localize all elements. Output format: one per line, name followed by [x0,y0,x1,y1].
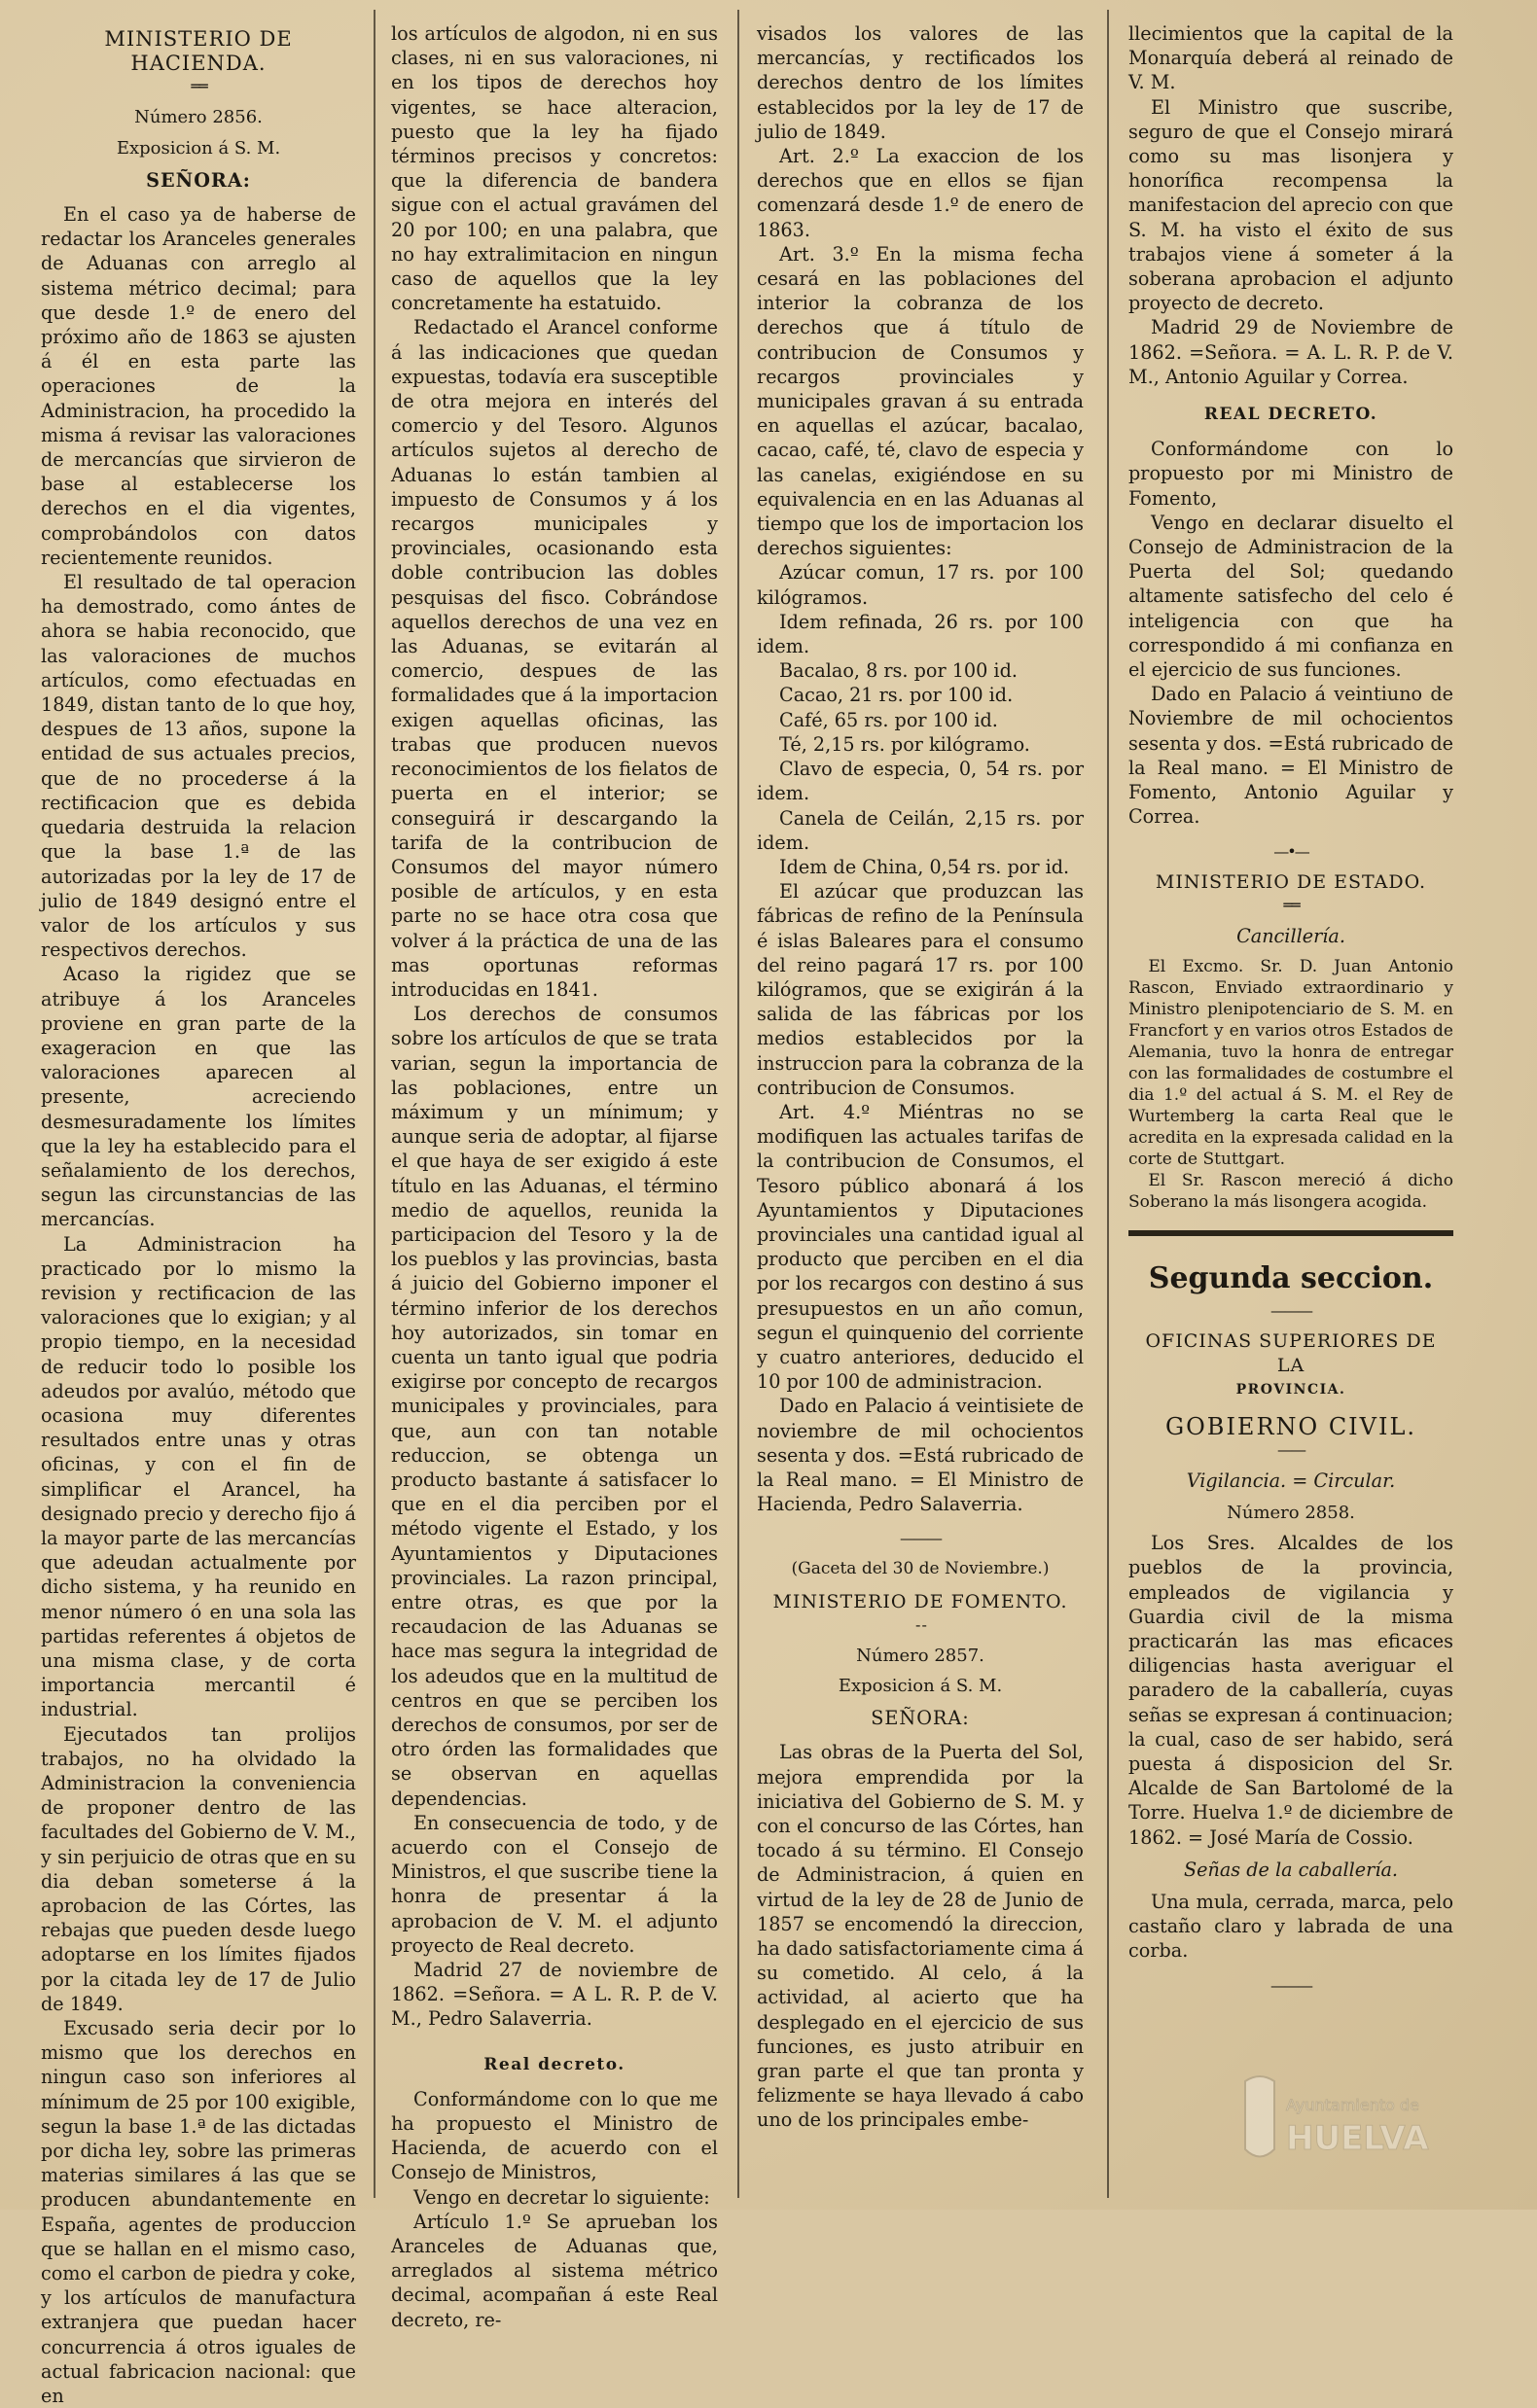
gobierno-civil-heading: GOBIERNO CIVIL. [1164,1412,1417,1440]
separator: ——— [900,1529,941,1548]
separator: —•— [1273,841,1308,861]
paragraph: El Ministro que suscribe, seguro de que el Consejo mirará como su mas lisonjera y honorífica recompensa la manifestacion del aprecio con que S. M. ha visto el éxito de sus trabajos viene á someter á la soberana aprobacion el adjunto proyecto de decreto. [1128,95,1453,315]
archive-watermark-logo [1235,2072,1449,2198]
paragraph: Dado en Palacio á veintisiete de noviembre de mil ochocientos sesenta y dos. =Está rubricado de la Real mano. = El Ministro de Hacienda, Pedro Salaverria. [757,1395,1084,1516]
tariff-line: Azúcar comun, 17 rs. por 100 kilógramos. [757,561,1084,609]
section-subheading: Señas de la caballería. [1183,1858,1399,1881]
paragraph: El Excmo. Sr. D. Juan Antonio Rascon, Enviado extraordinario y Ministro plenipotenciario de S. M. en Francfort y en varios otros Estados de Alemania, tuvo la honra de entregar con las formalidades de costumbre el dia 1.º del actual á S. M. el Rey de Wurtemberg la carta Real que le acredita en la expresada calidad en la corte de Stuttgart. [1128,956,1453,1169]
paragraph: Art. 2.º La exaccion de los derechos que en ellos se fijan comenzará desde 1.º de enero de 1863. [757,145,1084,241]
paragraph: En el caso ya de haberse de redactar los Aranceles generales de Aduanas con arreglo al sistema métrico decimal; para que desde 1.º de enero del próximo año de 1863 se ajusten á él en esta parte las operaciones de la Administracion, ha procedido la misma á revisar las valoraciones de mercancías que sirvieron de base al establecerse los derechos en el dia vigentes, comprobándolos con datos recientemente reunidos. [41,203,356,569]
tariff-line: Café, 65 rs. por 100 id. [779,708,998,731]
offices-heading: OFICINAS SUPERIORES DE LA [1145,1329,1437,1377]
separator: ——— [1270,1975,1311,1995]
paragraph: llecimientos que la capital de la Monarquía deberá al reinado de V. M. [1128,22,1453,94]
paragraph: Vengo en declarar disuelto el Consejo de Administracion de la Puerta del Sol; quedando altamente satisfecho del celo é inteligencia con que ha correspondido á mi confianza en el ejercicio de sus funciones. [1128,511,1453,682]
paragraph: Los Sres. Alcaldes de los pueblos de la provincia, empleados de vigilancia y Guardia civil de la misma practicarán las mas eficaces diligencias hasta averiguar el paradero de la caballería, cuyas señas se expresan á continuacion; la cual, caso de ser habido, será puesta á disposicion del Sr. Alcalde de San Bartolomé de la Torre. Huelva 1.º de diciembre de 1862. = José María de Cossio. [1128,1532,1453,1849]
section-subheading: Cancillería. [1236,924,1345,947]
column-4 [1128,21,1453,2200]
signature: Madrid 27 de noviembre de 1862. =Señora. = A L. R. P. de V. M., Pedro Salaverria. [391,1959,718,2031]
section-subheading: Vigilancia. = Circular. [1186,1469,1396,1492]
column-rule [374,10,375,2198]
paragraph: Dado en Palacio á veintiuno de Noviembre de mil ochocientos sesenta y dos. =Está rubricado de la Real mano. = El Ministro de Fomento, Antonio Aguilar y Correa. [1128,683,1453,829]
paragraph: visados los valores de las mercancías, y rectificados los derechos dentro de los límites establecidos por la ley de 17 de julio de 1849. [757,22,1084,143]
tariff-line: Idem de China, 0,54 rs. por id. [779,855,1070,878]
paragraph: Vengo en decretar lo siguiente: [413,2185,710,2209]
tariff-line: Bacalao, 8 rs. por 100 id. [779,659,1018,683]
exposicion-heading: Exposicion á S. M. [838,1676,1003,1696]
column-1 [41,21,356,2408]
tariff-line: Té, 2,15 rs. por kilógramo. [779,732,1030,756]
separator: ——— [1270,1300,1311,1320]
gaceta-note: (Gaceta del 30 de Noviembre.) [791,1559,1050,1579]
tariff-line: Canela de Ceilán, 2,15 rs. por idem. [757,806,1084,854]
paragraph: La Administracion ha practicado por lo mismo la revision y rectificacion de las valoraciones que lo exigian; y al propio tiempo, en la necesidad de reducir todo lo posible los adeudos por avalúo, método que ocasiona muy diferentes resultados entre unas y otras oficinas, y con el fin de simplificar el Arancel, ha designado precio y derecho fijo á la mayor parte de las mercancías que adeudan actualmente por dicho sistema, y ha reunido en menor número ó en una sola las partidas referentes á objetos de una misma clase, y de corta importancia mercantil é industrial. [41,1232,356,1721]
province-heading: PROVINCIA. [1235,1382,1346,1399]
paragraph: Acaso la rigidez que se atribuye á los Aranceles proviene en gran parte de la exageracion en que las valoraciones aparecen al presente, acreciendo desmesuradamente los límites que la ley ha establecido para el señalamiento de los derechos, segun las circunstancias de las mercancías. [41,963,356,1231]
paragraph: En consecuencia de todo, y de acuerdo con el Consejo de Ministros, el que suscribe tiene la honra de presentar á la aprobacion de V. M. el adjunto proyecto de Real decreto. [391,1811,718,1957]
real-decreto-heading: Real decreto. [483,2054,626,2074]
real-decreto-heading: REAL DECRETO. [1203,405,1378,425]
separator: ══ [191,77,206,96]
exposicion-heading: Exposicion á S. M. [116,137,281,159]
separator: ══ [1283,895,1299,914]
column-rule [1107,10,1109,2198]
salutation: SEÑORA: [871,1707,970,1730]
ministry-heading: MINISTERIO DE FOMENTO. [772,1590,1068,1612]
section-divider [1128,1230,1453,1236]
separator: —— [1277,1439,1305,1459]
paragraph: los artículos de algodon, ni en sus clases, ni en sus valoraciones, ni en los tipos de derechos hoy vigentes, se hace alteracion, puesto que la ley ha fijado términos precisos y concretos: que la diferencia de bandera sigue con el actual gravámen del 20 por 100; en una palabra, que no hay extralimitacion en ningun caso de aquellos que la ley concretamente ha estatuido. [391,22,718,315]
paragraph: Conformándome con lo propuesto por mi Ministro de Fomento, [1128,438,1453,510]
ministry-heading: MINISTERIO DE ESTADO. [1155,870,1427,893]
item-number: Número 2857. [856,1645,984,1666]
salutation: SEÑORA: [146,168,251,192]
shield-icon [1245,2076,1274,2157]
paragraph: Art. 4.º Miéntras no se modifiquen las actuales tarifas de la contribucion de Consumos, el Tesoro público abonará á los Ayuntamientos y Diputaciones provinciales una cantidad igual al producto que perciben en el dia por los recargos con destino á sus presupuestos en un año comun, segun el quinquenio del corriente y cuatro anteriores, deducido el 10 por 100 de administracion. [757,1100,1084,1394]
paragraph: Art. 3.º En la misma fecha cesará en las poblaciones del interior la cobranza de los derechos que á título de contribucion de Consumos y recargos provinciales y municipales gravan á su entrada en aquellas el azúcar, bacalao, cacao, café, té, clavo de especia y las canelas, exigiéndose en su equivalencia en en las Aduanas al tiempo que los de importacion los derechos siguientes: [757,242,1084,560]
paragraph: Una mula, cerrada, marca, pelo castaño claro y labrada de una corba. [1128,1890,1453,1963]
paragraph: Las obras de la Puerta del Sol, mejora emprendida por la iniciativa del Gobierno de S. M. y con el concurso de las Córtes, han tocado á su término. El Consejo de Administracion, á quien en virtud de la ley de 28 de Junio de 1857 se encomendó la direccion, ha dado satisfactoriamente cima á su cometido. Al celo, á la actividad, al acierto que ha desplegado en el ejercicio de sus funciones, es justo atribuir en gran parte el que tan pronta y felizmente se haya llevado á cabo uno de los principales embe- [757,1741,1084,2132]
paragraph: Ejecutados tan prolijos trabajos, no ha olvidado la Administracion la conveniencia de proponer dentro de las facultades del Gobierno de V. M., y sin perjuicio de otras que en su dia deban someterse á la aprobacion de las Córtes, las rebajas que pueden desde luego adoptarse en los límites fijados por la citada ley de 17 de Julio de 1849. [41,1722,356,2015]
paragraph: Redactado el Arancel conforme á las indicaciones que quedan expuestas, todavía era susceptible de otra mejora en interés del comercio y del Tesoro. Algunos artículos sujetos al derecho de Aduanas lo están tambien al impuesto de Consumos y á los recargos municipales y provinciales, ocasionando esta doble contribucion las dobles pesquisas del fisco. Cobrándose aquellos derechos de una vez en las Aduanas, se evitarán al comercio, despues de las formalidades que á la importacion exigen aquellas oficinas, las trabas que producen nuevos reconocimientos de los fielatos de puerta en el interior; se conseguirá ir descargando la tarifa de la contribucion de Consumos del mayor número posible de artículos, y en esta parte no se hace otra cosa que volver á la práctica de una de las mas oportunas reformas introducidas en 1841. [391,316,718,1001]
tariff-line: Idem refinada, 26 rs. por 100 idem. [757,610,1084,658]
column-2 [391,21,718,2331]
paragraph: El azúcar que produzcan las fábricas de refino de la Península é islas Baleares para el consumo del reino pagará 17 rs. por 100 kilógramos, que se exigirán á la salida de las fábricas por los medios establecidos por la instruccion para la cobranza de la contribucion de Consumos. [757,880,1084,1099]
ministry-heading: MINISTERIO DE HACIENDA. [104,27,293,76]
paragraph: Artículo 1.º Se aprueban los Aranceles de Aduanas que, arreglados al sistema métrico decimal, acompañan á este Real decreto, re- [391,2210,718,2331]
column-3 [757,21,1084,2200]
paragraph: El resultado de tal operacion ha demostrado, como ántes de ahora se habia reconocido, que las valoraciones de muchos artículos, como efectuadas en 1849, distan tanto de lo que hoy, despues de 13 años, supone la entidad de sus actuales precios, que de no procederse á la rectificacion que es debida quedaria destruida la relacion que la base 1.ª de las autorizadas por la ley de 17 de julio de 1849 designó entre el valor de los artículos y sus respectivos derechos. [41,571,356,962]
paragraph: Madrid 29 de Noviembre de 1862. =Señora. = A. L. R. P. de V. M., Antonio Aguilar y Correa. [1128,316,1453,388]
tariff-line: Cacao, 21 rs. por 100 id. [779,684,1014,707]
column-rule [737,10,739,2198]
paragraph: Conformándome con lo que me ha propuesto el Ministro de Hacienda, de acuerdo con el Consejo de Ministros, [391,2087,718,2184]
item-number: Número 2856. [134,107,263,128]
paragraph: Los derechos de consumos sobre los artículos de que se trata varian, segun la importancia de las poblaciones, entre un máximum y un mínimum; y aunque seria de adoptar, al fijarse el que haya de ser exigido á este título en las Aduanas, el término medio de aquellos, reunida la participacion del Tesoro y la de los pueblos y las provincias, basta á juicio del Gobierno imponer el término inferior de los derechos hoy autorizados, sin tomar en cuenta un tanto igual que podria exigirse por concepto de recargos municipales y provinciales, para que, aun con tan notable reduccion, se obtenga un producto bastante á satisfacer lo que en el dia perciben por el método vigente el Estado, y los Ayuntamientos y Diputaciones provinciales. La razon principal, entre otras, es que por la recaudacion de las Aduanas se hace mas segura la integridad de los adeudos que en la multitud de centros en que se perciben los derechos de consumos, por ser de otro órden las formalidades que se observan en aquellas dependencias. [391,1003,718,1810]
section-title: Segunda seccion. [1148,1260,1434,1295]
paragraph: El Sr. Rascon mereció á dicho Soberano la más lisongera acogida. [1128,1170,1453,1212]
separator: - - [915,1614,925,1634]
watermark-line-2: HUELVA [1286,2119,1429,2158]
tariff-line: Clavo de especia, 0, 54 rs. por idem. [757,758,1084,805]
watermark-line-1: Ayuntamiento de [1286,2096,1419,2114]
item-number: Número 2858. [1227,1502,1355,1523]
paragraph: Excusado seria decir por lo mismo que los derechos en ningun caso son inferiores al mínimum de 25 por 100 exigible, segun la base 1.ª de las dictadas por dicha ley, sobre las primeras materias similares á las que se producen abundantemente en España, agentes de produccion que se hallan en el mismo caso, como el carbon de piedra y coke, y los artículos de manufactura extranjera que puedan hacer concurrencia á otros iguales de actual fabricacion nacional: que en [41,2017,356,2408]
